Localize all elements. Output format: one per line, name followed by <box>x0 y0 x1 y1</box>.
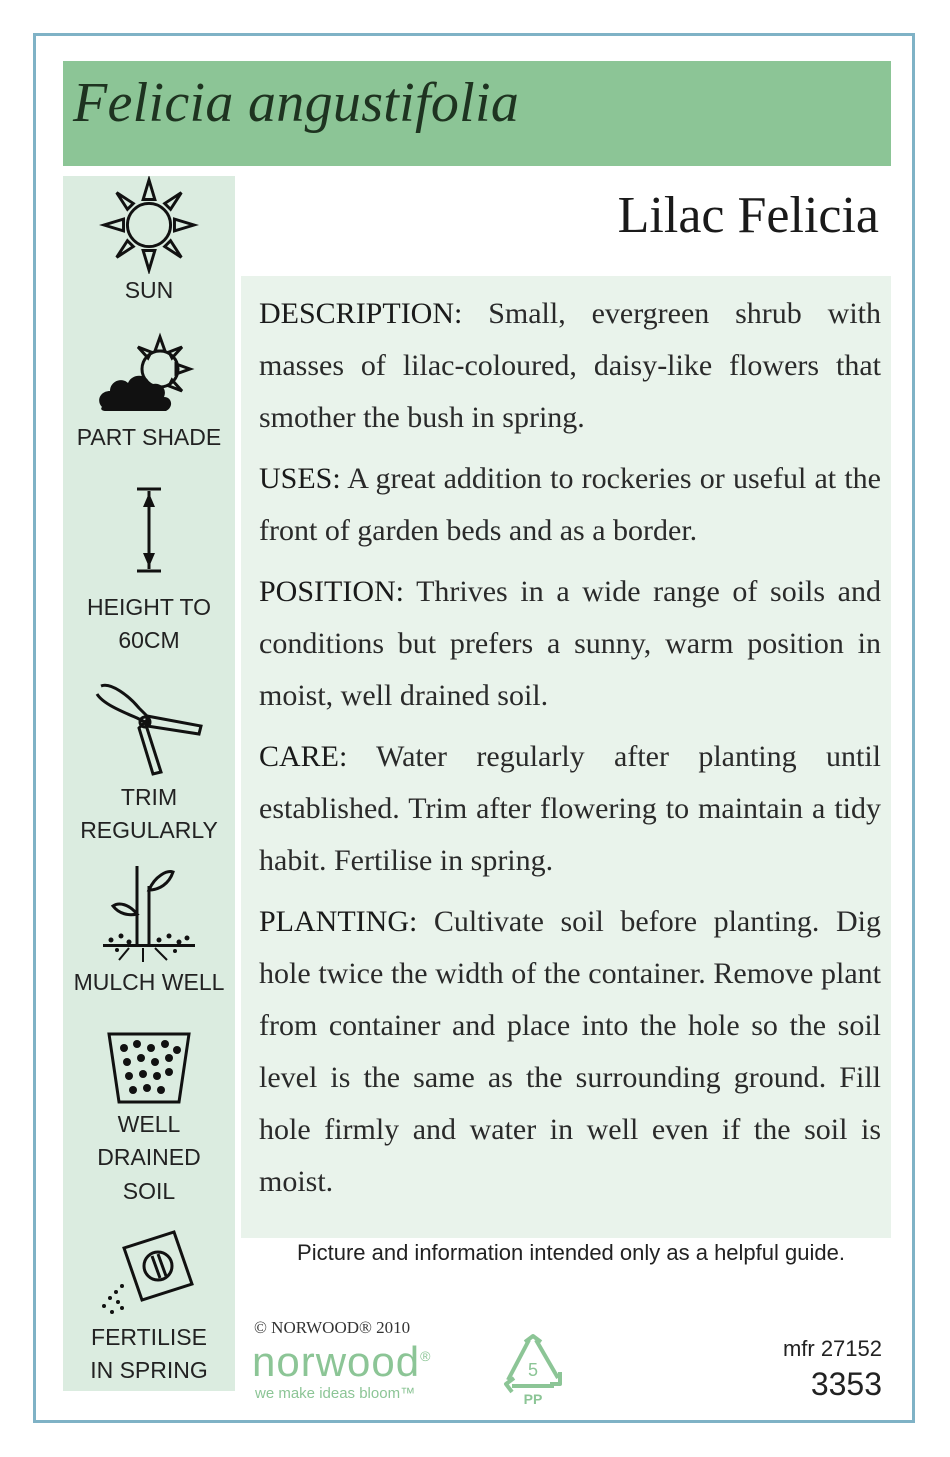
description-panel <box>241 276 891 1238</box>
brand-logo <box>252 1338 431 1386</box>
mulch-plant-icon <box>89 856 209 966</box>
brand-tagline: we make ideas bloom™ <box>255 1385 416 1402</box>
brand-name: norwood <box>252 1338 421 1385</box>
part-shade-block <box>63 331 235 454</box>
secateurs-icon <box>89 676 209 781</box>
uses-section <box>259 453 881 557</box>
mulch-block <box>63 856 235 999</box>
section-text: Cultivate soil before planting. Dig hole twice the width of the container. Remove plant from container and place into the hole so the soil level is the same as the surrounding ground. Fill hole firmly and water in well even if the soil is moist. <box>259 905 881 1198</box>
recycle-code: PP <box>523 1391 543 1407</box>
care-section <box>259 731 881 887</box>
section-text: Small, evergreen shrub with masses of lilac-coloured, daisy-like flowers that smother the bush in spring. <box>259 297 881 434</box>
drained-soil-block <box>63 1028 235 1208</box>
section-text: Thrives in a wide range of soils and conditions but prefers a sunny, warm position in moist, well drained soil. <box>259 575 881 712</box>
recycle-icon <box>498 1332 568 1407</box>
drained-label-line3: SOIL <box>122 1177 176 1204</box>
section-label: DESCRIPTION: <box>259 297 463 330</box>
section-text: Water regularly after planting until established. Trim after flowering to maintain a tidy habit. Fertilise in spring. <box>259 740 881 877</box>
fertilise-block <box>63 1226 235 1388</box>
description-text <box>259 288 881 1217</box>
common-name: Lilac Felicia <box>617 187 879 244</box>
sun-label: SUN <box>124 277 174 303</box>
fertiliser-bag-icon <box>94 1226 204 1321</box>
height-block <box>63 481 235 658</box>
height-label-line2: 60CM <box>118 627 180 654</box>
care-icons-sidebar <box>63 176 235 1391</box>
section-label: PLANTING: <box>259 905 418 938</box>
description-section <box>259 288 881 444</box>
fertilise-label-line2: IN SPRING <box>90 1357 208 1384</box>
planting-section <box>259 896 881 1208</box>
copyright: © NORWOOD® 2010 <box>254 1318 411 1337</box>
brand-mark: ® <box>420 1348 432 1364</box>
latin-name: Felicia angustifolia <box>73 72 520 134</box>
section-text: A great addition to rockeries or useful at the front of garden beds and as a border. <box>259 462 881 547</box>
part-shade-label: PART SHADE <box>76 424 222 450</box>
trim-label-line2: REGULARLY <box>80 817 218 844</box>
trim-block <box>63 676 235 848</box>
drained-label-line2: DRAINED <box>97 1144 201 1171</box>
height-arrow-icon <box>119 481 179 591</box>
plant-label-card <box>33 33 915 1423</box>
height-label-line1: HEIGHT TO <box>87 594 211 620</box>
recycle-number: 5 <box>527 1360 539 1380</box>
manufacturer-code: mfr 27152 <box>782 1336 882 1361</box>
section-label: USES: <box>259 462 341 495</box>
fertilise-label-line1: FERTILISE <box>91 1324 207 1350</box>
position-section <box>259 566 881 722</box>
disclaimer: Picture and information intended only as a helpful guide. <box>297 1240 845 1265</box>
trim-label-line1: TRIM <box>120 784 178 810</box>
sun-block <box>63 176 235 307</box>
drained-label-line1: WELL <box>117 1111 181 1137</box>
title-banner <box>63 61 891 166</box>
sun-icon <box>99 176 199 274</box>
part-shade-icon <box>94 331 204 421</box>
product-code: 3353 <box>810 1366 882 1402</box>
drained-pot-icon <box>99 1028 199 1108</box>
section-label: POSITION: <box>259 575 405 608</box>
mulch-label: MULCH WELL <box>73 969 225 995</box>
recycle-badge <box>498 1332 568 1412</box>
section-label: CARE: <box>259 740 348 773</box>
